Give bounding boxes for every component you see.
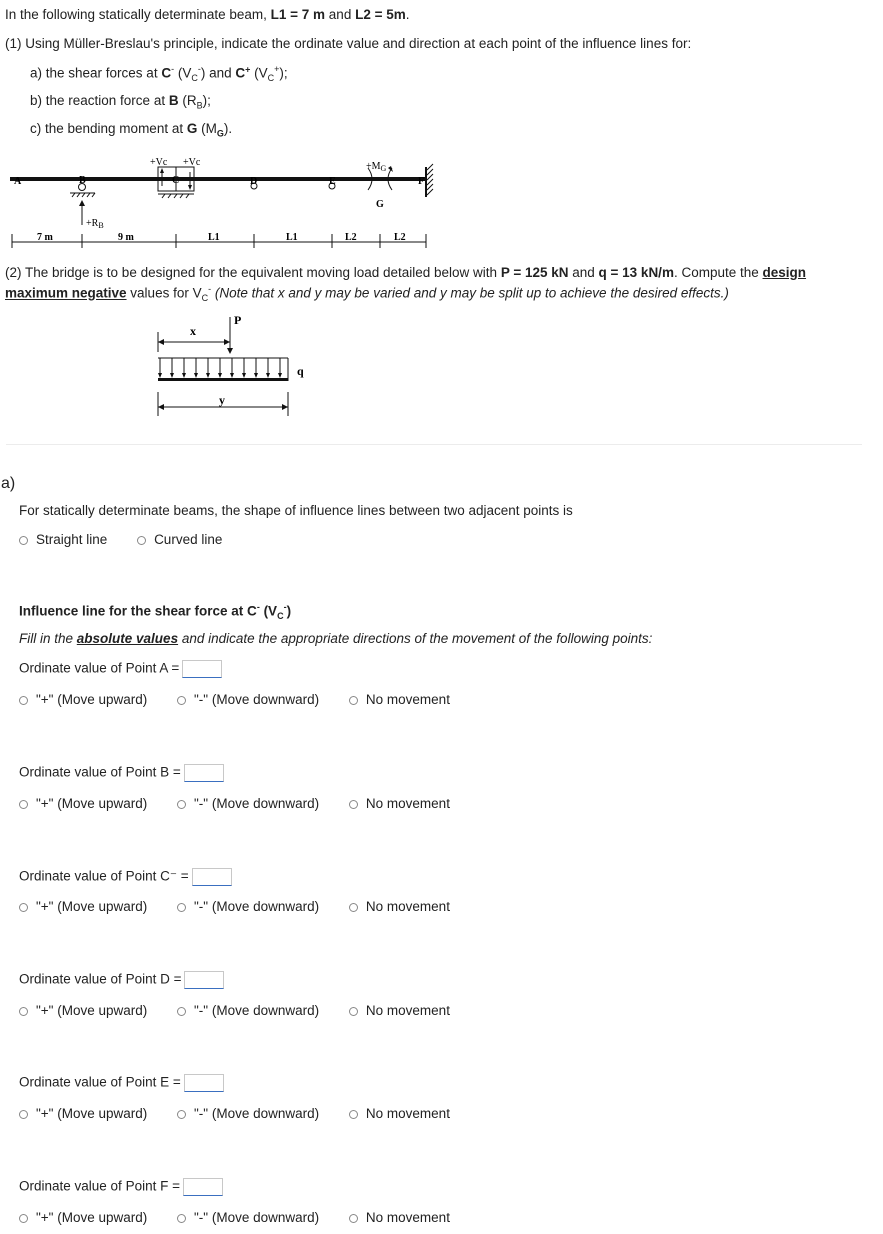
il-title: Influence line for the shear force at C- $(V_C^-)$ xyxy=(19,602,292,622)
label-x: x xyxy=(190,324,196,338)
point-c-none[interactable]: No movement xyxy=(349,899,450,914)
point-c-down[interactable]: "-" (Move downward) xyxy=(177,899,319,914)
point-f-none[interactable]: No movement xyxy=(349,1210,450,1225)
point-c-options xyxy=(19,899,450,914)
point-b-input[interactable] xyxy=(184,764,224,782)
label-p: P xyxy=(234,313,242,327)
option-straight-line[interactable]: Straight line xyxy=(19,532,107,547)
radio-icon[interactable] xyxy=(177,903,186,912)
radio-icon[interactable] xyxy=(19,1110,28,1119)
radio-icon[interactable] xyxy=(349,696,358,705)
part1-item-b: b) the reaction force at B $(R_B)$; xyxy=(30,93,211,111)
dim-l2-a: L2 xyxy=(345,232,357,243)
radio-icon[interactable] xyxy=(349,903,358,912)
radio-icon[interactable] xyxy=(19,1214,28,1223)
label-d: D xyxy=(250,176,258,187)
beam-diagram xyxy=(0,150,883,255)
point-b-row: Ordinate value of Point B = xyxy=(19,764,224,782)
point-e-options xyxy=(19,1106,450,1121)
point-a-row: Ordinate value of Point A = xyxy=(19,660,222,678)
label-g: G xyxy=(376,199,384,210)
point-a-input[interactable] xyxy=(182,660,222,678)
point-d-none[interactable]: No movement xyxy=(349,1003,450,1018)
point-e-none[interactable]: No movement xyxy=(349,1106,450,1121)
point-d-down[interactable]: "-" (Move downward) xyxy=(177,1003,319,1018)
radio-icon[interactable] xyxy=(349,800,358,809)
label-e: E xyxy=(329,176,336,187)
rb-label: $+R_B$ xyxy=(86,218,104,230)
dim-9m: 9 m xyxy=(118,232,134,243)
dim-l1-a: L1 xyxy=(208,232,220,243)
label-a: A xyxy=(14,176,22,187)
radio-icon[interactable] xyxy=(19,800,28,809)
point-d-options xyxy=(19,1003,450,1018)
radio-icon[interactable] xyxy=(177,1007,186,1016)
point-d-row: Ordinate value of Point D = xyxy=(19,971,224,989)
label-q: q xyxy=(297,364,304,378)
point-e-down[interactable]: "-" (Move downward) xyxy=(177,1106,319,1121)
radio-icon[interactable] xyxy=(19,536,28,545)
point-e-up[interactable]: "+" (Move upward) xyxy=(19,1106,147,1121)
radio-icon[interactable] xyxy=(137,536,146,545)
shape-question: For statically determinate beams, the shape of influence lines between two adjacent points is xyxy=(19,503,573,518)
part1-item-a: a) the shear forces at C- $(V_C^-)$ and C+ $(V_C^+)$; xyxy=(30,64,288,84)
label-y: y xyxy=(219,393,225,407)
part1-text: (1) Using Müller-Breslau's principle, indicate the ordinate value and direction at each point of the influence lines for: xyxy=(5,36,692,51)
point-b-none[interactable]: No movement xyxy=(349,796,450,811)
section-divider xyxy=(6,444,862,445)
radio-icon[interactable] xyxy=(19,1007,28,1016)
mg-label: $+M_G$ xyxy=(366,161,387,173)
point-f-row: Ordinate value of Point F = xyxy=(19,1178,223,1196)
part2-line2: maximum negative values for $V_C^-$ (Note that x and y may be varied and y may be split up to achieve the desired effects.) xyxy=(5,284,729,304)
point-a-up[interactable]: "+" (Move upward) xyxy=(19,692,147,707)
point-f-input[interactable] xyxy=(183,1178,223,1196)
radio-icon[interactable] xyxy=(177,1214,186,1223)
moving-load-diagram xyxy=(150,312,320,422)
radio-icon[interactable] xyxy=(349,1007,358,1016)
point-d-up[interactable]: "+" (Move upward) xyxy=(19,1003,147,1018)
option-curved-line[interactable]: Curved line xyxy=(137,532,222,547)
point-e-row: Ordinate value of Point E = xyxy=(19,1074,224,1092)
point-c-row: Ordinate value of Point C⁻ = xyxy=(19,868,232,886)
point-a-down[interactable]: "-" (Move downward) xyxy=(177,692,319,707)
point-c-up[interactable]: "+" (Move upward) xyxy=(19,899,147,914)
dim-l2-b: L2 xyxy=(394,232,406,243)
section-a-label: a) xyxy=(1,475,16,492)
point-b-up[interactable]: "+" (Move upward) xyxy=(19,796,147,811)
part1-item-c: c) the bending moment at G $(M_G)$. xyxy=(30,121,233,139)
point-f-up[interactable]: "+" (Move upward) xyxy=(19,1210,147,1225)
point-a-options xyxy=(19,692,450,707)
radio-icon[interactable] xyxy=(349,1214,358,1223)
point-c-input[interactable] xyxy=(192,868,232,886)
point-f-down[interactable]: "-" (Move downward) xyxy=(177,1210,319,1225)
label-c: C xyxy=(172,175,180,186)
radio-icon[interactable] xyxy=(177,1110,186,1119)
point-a-none[interactable]: No movement xyxy=(349,692,450,707)
part2-line1: (2) The bridge is to be designed for the equivalent moving load detailed below with P = 125 kN and q = 13 kN/m. Compute the design xyxy=(5,265,807,280)
dim-7m: 7 m xyxy=(37,232,53,243)
radio-icon[interactable] xyxy=(19,903,28,912)
point-d-input[interactable] xyxy=(184,971,224,989)
intro-line: In the following statically determinate beam, L1 = 7 m and L2 = 5m. xyxy=(5,7,410,22)
label-f: F xyxy=(418,176,425,187)
vc-plus-label: +Vc xyxy=(183,157,201,168)
radio-icon[interactable] xyxy=(349,1110,358,1119)
beam xyxy=(10,177,425,181)
shape-options xyxy=(19,532,222,547)
il-instruction: Fill in the absolute values and indicate the appropriate directions of the movement of the following points: xyxy=(19,631,653,646)
radio-icon[interactable] xyxy=(177,800,186,809)
label-b: B xyxy=(79,175,86,186)
point-f-options xyxy=(19,1210,450,1225)
point-b-down[interactable]: "-" (Move downward) xyxy=(177,796,319,811)
dim-l1-b: L1 xyxy=(286,232,298,243)
point-e-input[interactable] xyxy=(184,1074,224,1092)
radio-icon[interactable] xyxy=(19,696,28,705)
point-b-options xyxy=(19,796,450,811)
vc-minus-label: +Vc xyxy=(150,157,168,168)
radio-icon[interactable] xyxy=(177,696,186,705)
